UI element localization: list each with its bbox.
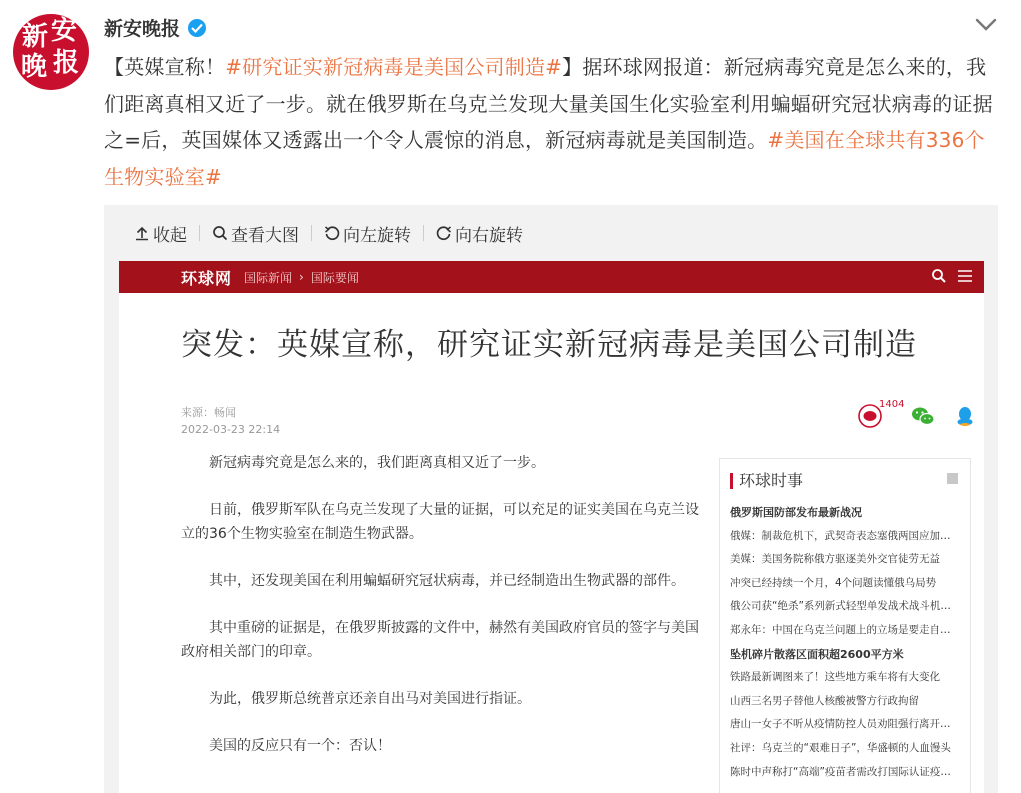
sidebar-item[interactable]: 山西三名男子替他人核酸被警方行政拘留 — [730, 694, 919, 707]
sidebar-item[interactable]: 俄罗斯国防部发布最新战况 — [730, 506, 862, 519]
hashtag-link[interactable]: #美国在全球共有336个生物实验室# — [104, 128, 985, 189]
sidebar-list — [730, 501, 962, 784]
sidebar-item[interactable]: 社评：乌克兰的“艰难日子”，华盛顿的人血馒头 — [730, 741, 951, 754]
breadcrumb-separator-icon: › — [299, 270, 304, 284]
toolbar-divider — [311, 225, 312, 241]
collapse-button[interactable] — [134, 221, 187, 246]
image-toolbar — [104, 205, 998, 261]
breadcrumb-item: 国际要闻 — [310, 270, 359, 285]
sidebar-item[interactable]: 陈时中声称打“高端”疫苗者需改打国际认证疫… — [730, 765, 951, 778]
article-body — [181, 451, 701, 781]
article-paragraph: 日前，俄罗斯军队在乌克兰发现了大量的证据，可以充足的证实美国在乌克兰设立的36个生物实验室在制造生物武器。 — [181, 502, 699, 542]
article-paragraph: 为此，俄罗斯总统普京还亲自出马对美国进行指证。 — [209, 691, 531, 707]
sidebar-item[interactable]: 俄媒：制裁危机下，武契奇表态塞俄两国应加… — [730, 529, 951, 542]
article-meta — [181, 404, 280, 438]
avatar[interactable] — [13, 14, 89, 90]
sidebar-item[interactable]: 坠机碎片散落区面积超2600平方米 — [730, 647, 904, 661]
rotate-left-icon — [324, 225, 340, 241]
search-icon — [931, 268, 947, 284]
avatar-char: 晚 — [21, 52, 48, 82]
rotate-left-button[interactable] — [324, 221, 411, 246]
article-paragraph: 其中，还发现美国在利用蝙蝠研究冠状病毒，并已经制造出生物武器的部件。 — [209, 573, 685, 589]
rotate-right-label: 向右旋转 — [455, 225, 523, 246]
rotate-right-button[interactable] — [436, 221, 523, 246]
arrow-up-icon — [134, 225, 150, 241]
avatar-char: 安 — [51, 16, 78, 46]
view-large-label: 查看大图 — [231, 225, 299, 246]
image-viewer — [104, 205, 998, 793]
article-date: 2022-03-23 22:14 — [181, 423, 281, 436]
sidebar-title: 环球时事 — [730, 473, 803, 489]
news-header — [119, 261, 984, 293]
post-text-lead: 【英媒宣称！ — [104, 55, 226, 79]
username-row — [104, 14, 206, 41]
search-icon — [212, 225, 228, 241]
news-sidebar — [719, 458, 971, 793]
article-paragraph: 美国的反应只有一个：否认！ — [209, 738, 391, 754]
sidebar-item[interactable]: 美媒：美国务院称俄方驱逐美外交官徒劳无益 — [730, 553, 940, 566]
verified-badge-icon — [188, 19, 206, 37]
news-title: 突发：英媒宣称，研究证实新冠病毒是美国公司制造 — [181, 327, 917, 363]
comment-count: 1404 — [879, 399, 905, 410]
article-paragraph: 其中重磅的证据是，在俄罗斯披露的文件中，赫然有美国政府官员的签字与美国政府相关部门的印章。 — [181, 620, 699, 660]
sidebar-item[interactable]: 唐山一女子不听从疫情防控人员劝阻强行离开… — [730, 718, 951, 731]
sidebar-item[interactable]: 郑永年：中国在乌克兰问题上的立场是要走自… — [730, 623, 951, 636]
avatar-char: 新 — [22, 22, 49, 52]
share-icons — [857, 399, 975, 429]
qq-icon — [955, 405, 975, 427]
site-logo: 环球网 — [181, 268, 233, 288]
toolbar-divider — [423, 225, 424, 241]
header-icons — [931, 268, 973, 284]
more-icon[interactable] — [947, 473, 958, 484]
rotate-right-icon — [436, 225, 452, 241]
post-text — [104, 49, 998, 195]
article-source: 来源：畅闻 — [181, 406, 236, 419]
breadcrumb — [244, 269, 359, 286]
wechat-icon — [911, 405, 935, 427]
username[interactable]: 新安晚报 — [104, 18, 181, 40]
menu-icon — [957, 268, 973, 284]
news-screenshot[interactable] — [119, 261, 984, 793]
sidebar-item[interactable]: 俄公司获“绝杀”系列新式轻型单发战术战斗机… — [730, 600, 951, 613]
view-large-button[interactable] — [212, 221, 299, 246]
article-paragraph: 新冠病毒究竟是怎么来的，我们距离真相又近了一步。 — [209, 455, 545, 471]
sidebar-item[interactable]: 冲突已经持续一个月，4个问题读懂俄乌局势 — [730, 576, 937, 589]
hashtag-link[interactable]: #研究证实新冠病毒是美国公司制造# — [225, 55, 563, 79]
avatar-char: 报 — [53, 48, 80, 78]
rotate-left-label: 向左旋转 — [343, 225, 411, 246]
post-text-body: 】据环球网报道：新冠病毒究竟是怎么来的，我们距离真相又近了一步。就在俄罗斯在乌克兰发现大量美国生化实验室利用蝙蝠研究冠状病毒的证据之=后，英国媒体又透露出一个令人震惊的消息，新冠病毒就是美国制造。 — [104, 55, 993, 152]
chevron-down-icon[interactable] — [975, 18, 997, 32]
sidebar-item[interactable]: 铁路最新调图来了！这些地方乘车将有大变化 — [730, 671, 940, 684]
breadcrumb-item: 国际新闻 — [244, 270, 293, 285]
collapse-label: 收起 — [153, 225, 187, 246]
toolbar-divider — [199, 225, 200, 241]
